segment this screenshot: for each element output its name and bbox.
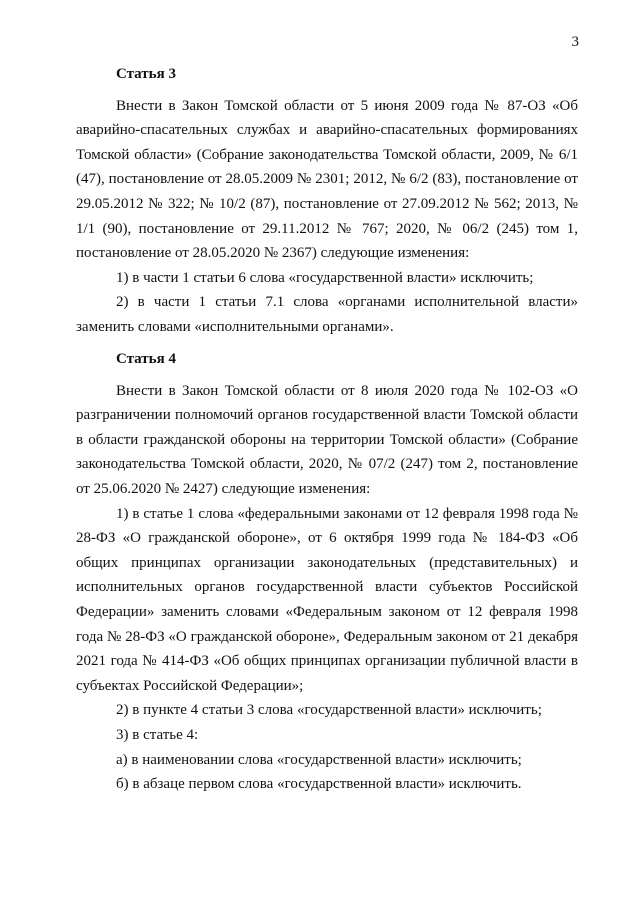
page-number: 3 bbox=[571, 34, 579, 50]
article-paragraph: 1) в части 1 статьи 6 слова «государственной власти» исключить; bbox=[116, 269, 534, 286]
article-3 bbox=[76, 62, 578, 340]
article-paragraph: 2) в пункте 4 статьи 3 слова «государственной власти» исключить; bbox=[116, 702, 542, 719]
article-paragraph: Внести в Закон Томской области от 8 июля 2020 года № 102-ОЗ «О разграничении полномочий органов государственной власти Томской области в области гражданской обороны на территории Томской области» (Собрание законодательства Томской области, 2020, № 07/2 (247) том 2, постановление от 25.06.2020 № 2427) следующие изменения: bbox=[76, 382, 578, 497]
article-paragraph: Внести в Закон Томской области от 5 июня 2009 года № 87-ОЗ «Об аварийно-спасательных службах и аварийно-спасательных формированиях Томской области» (Собрание законодательства Томской области, 2009, № 6/1 (47), постановление от 28.05.2009 № 2301; 2012, № 6/2 (83), постановление от 29.05.2012 № 322; № 10/2 (87), постановление от 27.09.2012 № 562; 2013, № 1/1 (90), постановление от 29.11.2012 № 767; 2020, № 06/2 (245) том 1, постановление от 28.05.2020 № 2367) следующие изменения: bbox=[76, 97, 578, 262]
article-paragraph: б) в абзаце первом слова «государственной власти» исключить. bbox=[116, 776, 522, 793]
article-paragraph: а) в наименовании слова «государственной власти» исключить; bbox=[116, 751, 522, 768]
article-paragraph: 2) в части 1 статьи 7.1 слова «органами исполнительной власти» заменить словами «исполнительными органами». bbox=[76, 294, 578, 335]
article-paragraph: 1) в статье 1 слова «федеральными законами от 12 февраля 1998 года № 28-ФЗ «О гражданской обороне», от 6 октября 1999 года № 184-ФЗ «Об общих принципах организации законодательных (представительных) и исполнительных органов государственной власти субъектов Российской Федерации» заменить словами «Федеральным законом от 12 февраля 1998 года № 28-ФЗ «О гражданской обороне», Федеральным законом от 21 декабря 2021 года № 414-ФЗ «Об общих принципах организации публичной власти в субъектах Российской Федерации»; bbox=[76, 505, 578, 694]
article-paragraph: 3) в статье 4: bbox=[116, 726, 199, 743]
article-heading: Статья 4 bbox=[116, 351, 176, 367]
article-heading: Статья 3 bbox=[116, 66, 176, 82]
article-4 bbox=[76, 347, 578, 797]
